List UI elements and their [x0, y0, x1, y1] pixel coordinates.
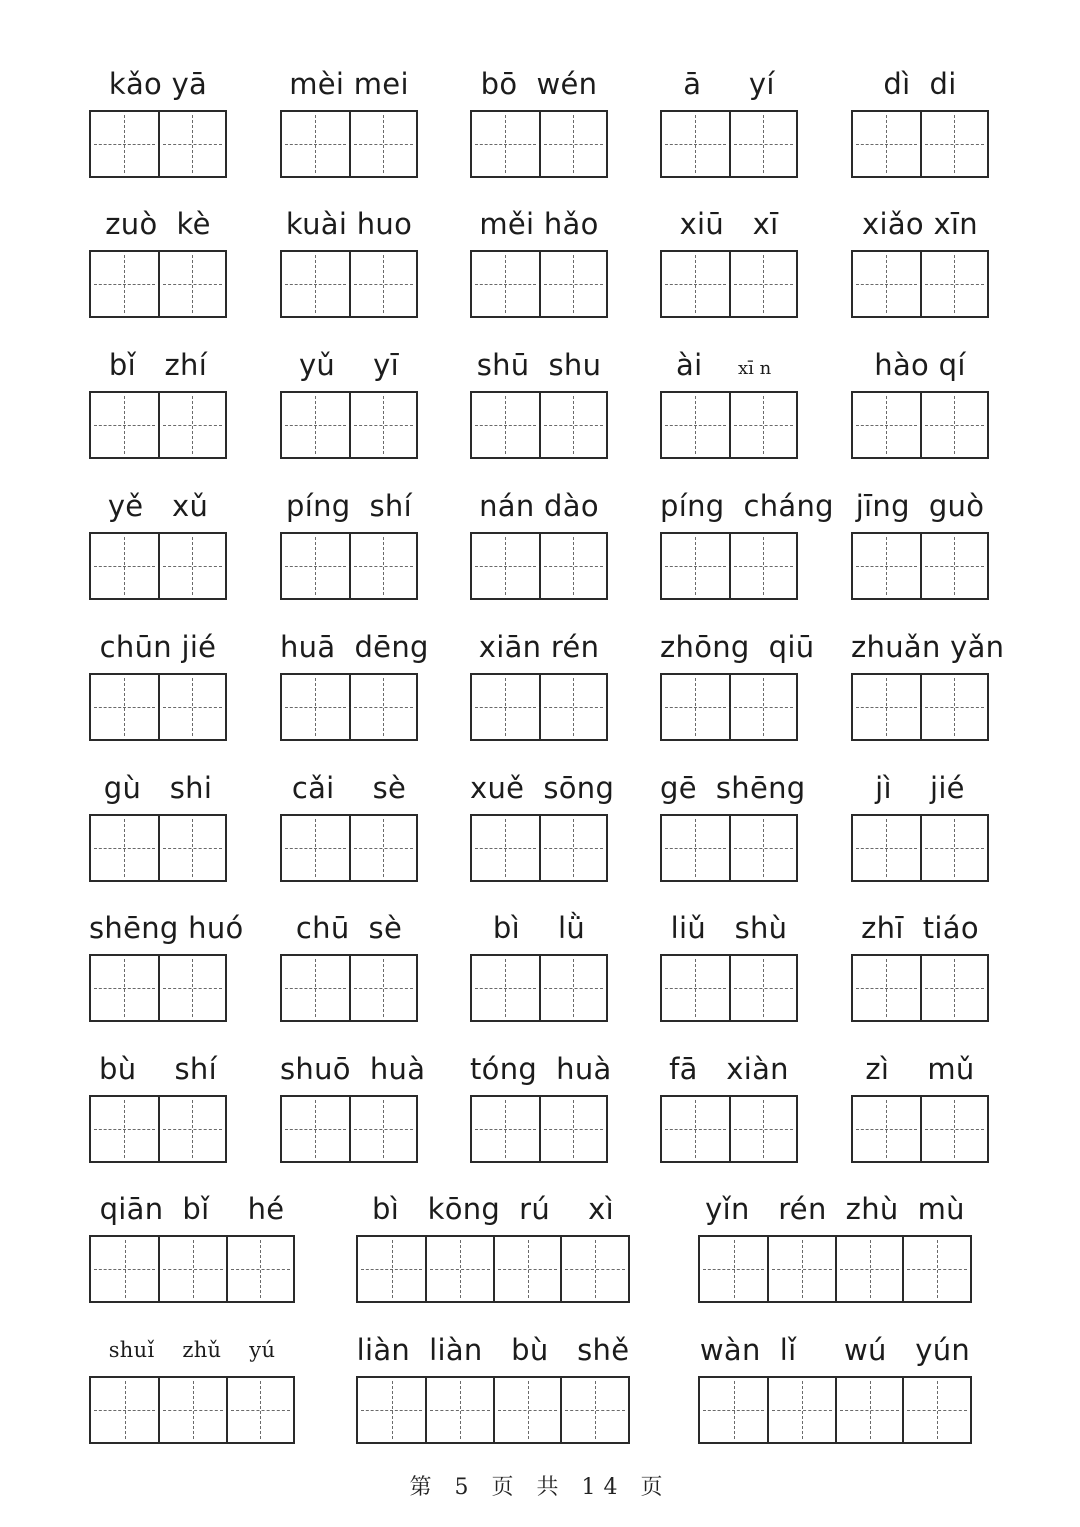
tianzige-cell[interactable] [158, 112, 225, 176]
tianzige-cell[interactable] [91, 1378, 158, 1442]
word-item-3-4 [851, 486, 989, 600]
tianzige-cell[interactable] [158, 956, 225, 1020]
word-item-3-0 [89, 486, 227, 600]
page-number-footer: 第 5 页 共 14 页 [409, 1475, 671, 1500]
writing-grid[interactable] [280, 391, 418, 459]
word-item-7-4 [851, 1049, 989, 1163]
writing-grid[interactable] [89, 814, 227, 882]
tianzige-cell[interactable] [91, 1097, 158, 1161]
tianzige-cell[interactable] [560, 1378, 628, 1442]
word-item-4-3 [660, 627, 815, 741]
writing-grid[interactable] [356, 1235, 630, 1303]
tianzige-cell[interactable] [91, 956, 158, 1020]
tianzige-cell[interactable] [853, 675, 920, 739]
tianzige-cell[interactable] [853, 534, 920, 598]
tianzige-cell[interactable] [539, 252, 606, 316]
word-item-7-3 [660, 1049, 798, 1163]
word-item-2-2 [470, 345, 608, 459]
writing-grid[interactable] [660, 110, 798, 178]
writing-grid[interactable] [89, 391, 227, 459]
pinyin-label: píng cháng [660, 489, 834, 523]
tianzige-cell[interactable] [349, 816, 416, 880]
writing-grid[interactable] [851, 391, 989, 459]
tianzige-cell[interactable] [902, 1378, 970, 1442]
writing-grid[interactable] [470, 532, 608, 600]
tianzige-cell[interactable] [91, 534, 158, 598]
writing-grid[interactable] [660, 391, 798, 459]
tianzige-cell[interactable] [662, 112, 729, 176]
writing-grid[interactable] [470, 391, 608, 459]
tianzige-cell[interactable] [767, 1378, 835, 1442]
word-item-6-4 [851, 908, 989, 1022]
writing-grid[interactable] [660, 1095, 798, 1163]
pinyin-label: gē shēng [660, 771, 806, 805]
tianzige-cell[interactable] [729, 534, 796, 598]
writing-grid[interactable] [851, 673, 989, 741]
pinyin-label: bǐ zhí [108, 348, 208, 382]
tianzige-cell[interactable] [853, 252, 920, 316]
pinyin-label: yě xǔ [107, 489, 209, 523]
tianzige-cell[interactable] [472, 534, 539, 598]
pinyin-label: yǔ yī [298, 348, 400, 382]
writing-grid[interactable] [660, 954, 798, 1022]
tianzige-cell[interactable] [662, 393, 729, 457]
tianzige-cell[interactable] [358, 1378, 425, 1442]
tianzige-cell[interactable] [226, 1378, 293, 1442]
tianzige-cell[interactable] [767, 1237, 835, 1301]
writing-grid[interactable] [356, 1376, 630, 1444]
writing-grid[interactable] [470, 1095, 608, 1163]
tianzige-cell[interactable] [662, 675, 729, 739]
pinyin-label: xiū xī [679, 207, 779, 241]
tianzige-cell[interactable] [539, 956, 606, 1020]
word-item-1-0 [89, 204, 227, 318]
tianzige-cell[interactable] [560, 1237, 628, 1301]
pinyin-label: chūn jié [99, 630, 217, 664]
word-item-2-3 [660, 345, 798, 459]
pinyin-label: zì mǔ [865, 1052, 975, 1086]
word-item-idiom-0-2 [698, 1189, 972, 1303]
word-item-5-0 [89, 768, 227, 882]
tianzige-cell[interactable] [91, 675, 158, 739]
tianzige-cell[interactable] [853, 816, 920, 880]
word-item-1-3 [660, 204, 798, 318]
word-item-idiom-0-1 [356, 1189, 630, 1303]
tianzige-cell[interactable] [349, 534, 416, 598]
pinyin-label: ài [676, 348, 703, 382]
pinyin-label: zhōng qiū [660, 630, 815, 664]
pinyin-label: zhuǎn yǎn [851, 630, 1005, 664]
pinyin-label: wàn lǐ wú yún [699, 1333, 971, 1367]
pinyin-label: fā xiàn [669, 1052, 789, 1086]
tianzige-cell[interactable] [282, 675, 349, 739]
tianzige-cell[interactable] [91, 816, 158, 880]
pinyin-label: xiǎo xīn [862, 207, 978, 241]
word-item-5-2 [470, 768, 615, 882]
pinyin-label: xuě sōng [470, 771, 615, 805]
tianzige-cell[interactable] [158, 816, 225, 880]
writing-grid[interactable] [660, 673, 798, 741]
tianzige-cell[interactable] [349, 1097, 416, 1161]
writing-grid[interactable] [698, 1376, 972, 1444]
word-item-2-1 [280, 345, 418, 459]
tianzige-cell[interactable] [425, 1237, 493, 1301]
tianzige-cell[interactable] [226, 1237, 293, 1301]
tianzige-cell[interactable] [472, 393, 539, 457]
tianzige-cell[interactable] [662, 534, 729, 598]
word-item-6-2 [470, 908, 608, 1022]
tianzige-cell[interactable] [539, 393, 606, 457]
word-item-6-0 [89, 908, 244, 1022]
word-item-7-1 [280, 1049, 426, 1163]
word-item-idiom-0-0 [89, 1189, 295, 1303]
tianzige-cell[interactable] [902, 1237, 970, 1301]
tianzige-cell[interactable] [662, 956, 729, 1020]
pinyin-label: mèi mei [289, 67, 409, 101]
writing-grid[interactable] [470, 250, 608, 318]
pinyin-label: píng shí [286, 489, 412, 523]
writing-grid[interactable] [280, 250, 418, 318]
tianzige-cell[interactable] [700, 1378, 767, 1442]
pinyin-label: yǐn rén zhù mù [705, 1192, 965, 1226]
writing-grid[interactable] [89, 954, 227, 1022]
writing-grid[interactable] [280, 954, 418, 1022]
writing-grid[interactable] [470, 814, 608, 882]
tianzige-cell[interactable] [349, 252, 416, 316]
pinyin-label: tóng huà [470, 1052, 612, 1086]
pinyin-label: bì lǜ [492, 911, 586, 945]
writing-grid[interactable] [470, 110, 608, 178]
word-item-0-4 [851, 64, 989, 178]
tianzige-cell[interactable] [349, 112, 416, 176]
word-item-1-2 [470, 204, 608, 318]
tianzige-cell[interactable] [700, 1237, 767, 1301]
pinyin-label: kǎo yā [108, 67, 208, 101]
tianzige-cell[interactable] [358, 1237, 425, 1301]
tianzige-cell[interactable] [920, 1097, 987, 1161]
writing-grid[interactable] [660, 814, 798, 882]
word-item-7-2 [470, 1049, 612, 1163]
pinyin-label: nán dào [479, 489, 599, 523]
tianzige-cell[interactable] [472, 816, 539, 880]
tianzige-cell[interactable] [472, 675, 539, 739]
word-item-2-4 [851, 345, 989, 459]
word-item-0-0 [89, 64, 227, 178]
tianzige-cell[interactable] [282, 393, 349, 457]
pinyin-label: kuài huo [285, 207, 413, 241]
tianzige-cell[interactable] [349, 393, 416, 457]
tianzige-cell[interactable] [539, 675, 606, 739]
word-item-idiom-1-0 [89, 1330, 295, 1444]
word-item-1-4 [851, 204, 989, 318]
writing-grid[interactable] [851, 110, 989, 178]
pinyin-label: liǔ shù [670, 911, 788, 945]
word-item-0-1 [280, 64, 418, 178]
word-item-4-0 [89, 627, 227, 741]
writing-grid[interactable] [280, 110, 418, 178]
pinyin-label: jì jié [875, 771, 965, 805]
tianzige-cell[interactable] [472, 112, 539, 176]
pinyin-label-small: xī n [738, 358, 772, 379]
tianzige-cell[interactable] [91, 252, 158, 316]
word-item-5-3 [660, 768, 806, 882]
tianzige-cell[interactable] [158, 252, 225, 316]
word-item-4-4 [851, 627, 1005, 741]
tianzige-cell[interactable] [282, 1097, 349, 1161]
tianzige-cell[interactable] [920, 112, 987, 176]
writing-grid[interactable] [89, 673, 227, 741]
pinyin-label: shuō huà [280, 1052, 426, 1086]
writing-grid[interactable] [851, 954, 989, 1022]
tianzige-cell[interactable] [158, 1237, 225, 1301]
tianzige-cell[interactable] [158, 1378, 225, 1442]
writing-grid[interactable] [89, 1376, 295, 1444]
pinyin-label: shēng huó [89, 911, 244, 945]
tianzige-cell[interactable] [853, 393, 920, 457]
pinyin-label: jīng guò [855, 489, 985, 523]
word-item-6-1 [280, 908, 418, 1022]
pinyin-label: hào qí [874, 348, 966, 382]
pinyin-label: cǎi sè [291, 771, 407, 805]
pinyin-label: huā dēng [280, 630, 429, 664]
word-item-4-1 [280, 627, 429, 741]
tianzige-cell[interactable] [91, 1237, 158, 1301]
pinyin-label: bō wén [480, 67, 598, 101]
writing-grid[interactable] [89, 532, 227, 600]
tianzige-cell[interactable] [662, 816, 729, 880]
word-item-0-2 [470, 64, 608, 178]
tianzige-cell[interactable] [493, 1237, 561, 1301]
pinyin-label: ā yí [683, 67, 775, 101]
word-item-1-1 [280, 204, 418, 318]
writing-grid[interactable] [851, 532, 989, 600]
tianzige-cell[interactable] [91, 112, 158, 176]
tianzige-cell[interactable] [729, 816, 796, 880]
tianzige-cell[interactable] [729, 393, 796, 457]
tianzige-cell[interactable] [282, 816, 349, 880]
tianzige-cell[interactable] [920, 393, 987, 457]
pinyin-label: dì di [883, 67, 957, 101]
tianzige-cell[interactable] [472, 252, 539, 316]
writing-grid[interactable] [851, 1095, 989, 1163]
tianzige-cell[interactable] [853, 1097, 920, 1161]
word-item-6-3 [660, 908, 798, 1022]
pinyin-label: chū sè [295, 911, 403, 945]
writing-grid[interactable] [280, 1095, 418, 1163]
tianzige-cell[interactable] [920, 956, 987, 1020]
pinyin-label: zhī tiáo [861, 911, 979, 945]
tianzige-cell[interactable] [920, 816, 987, 880]
tianzige-cell[interactable] [472, 1097, 539, 1161]
writing-grid[interactable] [851, 250, 989, 318]
writing-grid[interactable] [280, 814, 418, 882]
writing-grid[interactable] [89, 1235, 295, 1303]
tianzige-cell[interactable] [662, 252, 729, 316]
word-item-5-1 [280, 768, 418, 882]
tianzige-cell[interactable] [835, 1378, 903, 1442]
pinyin-label: shū shu [476, 348, 602, 382]
tianzige-cell[interactable] [662, 1097, 729, 1161]
word-item-4-2 [470, 627, 608, 741]
word-item-3-3 [660, 486, 834, 600]
word-item-idiom-1-2 [698, 1330, 972, 1444]
word-item-3-2 [470, 486, 608, 600]
writing-grid[interactable] [851, 814, 989, 882]
pinyin-label: gù shi [103, 771, 213, 805]
word-item-7-0 [89, 1049, 227, 1163]
word-item-5-4 [851, 768, 989, 882]
pinyin-label: qiān bǐ hé [99, 1192, 285, 1226]
writing-grid[interactable] [698, 1235, 972, 1303]
tianzige-cell[interactable] [729, 112, 796, 176]
tianzige-cell[interactable] [729, 675, 796, 739]
tianzige-cell[interactable] [493, 1378, 561, 1442]
writing-grid[interactable] [89, 250, 227, 318]
writing-grid[interactable] [280, 532, 418, 600]
tianzige-cell[interactable] [282, 956, 349, 1020]
pinyin-label: xiān rén [478, 630, 600, 664]
pinyin-label: liàn liàn bù shě [356, 1333, 630, 1367]
tianzige-cell[interactable] [539, 1097, 606, 1161]
tianzige-cell[interactable] [282, 534, 349, 598]
word-item-0-3 [660, 64, 798, 178]
tianzige-cell[interactable] [472, 956, 539, 1020]
pinyin-label: zuò kè [105, 207, 211, 241]
tianzige-cell[interactable] [539, 816, 606, 880]
tianzige-cell[interactable] [158, 393, 225, 457]
tianzige-cell[interactable] [853, 956, 920, 1020]
tianzige-cell[interactable] [729, 252, 796, 316]
tianzige-cell[interactable] [920, 534, 987, 598]
tianzige-cell[interactable] [920, 675, 987, 739]
tianzige-cell[interactable] [853, 112, 920, 176]
word-item-idiom-1-1 [356, 1330, 630, 1444]
word-item-2-0 [89, 345, 227, 459]
writing-grid[interactable] [660, 250, 798, 318]
writing-grid[interactable] [470, 673, 608, 741]
tianzige-cell[interactable] [158, 1097, 225, 1161]
word-item-3-1 [280, 486, 418, 600]
tianzige-cell[interactable] [282, 252, 349, 316]
tianzige-cell[interactable] [539, 534, 606, 598]
tianzige-cell[interactable] [729, 1097, 796, 1161]
pinyin-label: bù shí [99, 1052, 217, 1086]
pinyin-label: měi hǎo [479, 207, 599, 241]
writing-grid[interactable] [89, 110, 227, 178]
pinyin-label: bì kōng rú xì [372, 1192, 614, 1226]
tianzige-cell[interactable] [91, 393, 158, 457]
writing-grid[interactable] [89, 1095, 227, 1163]
tianzige-cell[interactable] [539, 112, 606, 176]
tianzige-cell[interactable] [920, 252, 987, 316]
tianzige-cell[interactable] [158, 675, 225, 739]
tianzige-cell[interactable] [349, 675, 416, 739]
writing-grid[interactable] [660, 532, 798, 600]
tianzige-cell[interactable] [425, 1378, 493, 1442]
pinyin-label: shuǐ zhǔ yú [108, 1338, 276, 1362]
tianzige-cell[interactable] [729, 956, 796, 1020]
writing-grid[interactable] [280, 673, 418, 741]
tianzige-cell[interactable] [158, 534, 225, 598]
tianzige-cell[interactable] [835, 1237, 903, 1301]
tianzige-cell[interactable] [349, 956, 416, 1020]
writing-grid[interactable] [470, 954, 608, 1022]
tianzige-cell[interactable] [282, 112, 349, 176]
